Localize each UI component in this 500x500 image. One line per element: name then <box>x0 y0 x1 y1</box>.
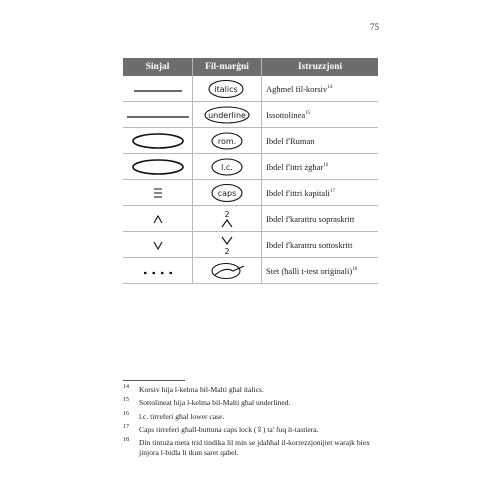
dotted-underline-icon <box>138 264 178 278</box>
instruction-cell: Stet (ħalli t-test oriġinali)$^{18}$ <box>262 258 379 284</box>
signal-cell <box>123 258 193 284</box>
footnote <box>123 438 383 459</box>
margin-cell <box>193 180 262 206</box>
underline-margin-mark <box>200 105 254 125</box>
svg-text:caps: caps <box>217 188 237 198</box>
single-underline-icon <box>130 82 186 96</box>
stet-margin-mark <box>202 260 252 282</box>
table-row <box>123 232 378 258</box>
signal-cell <box>123 76 193 102</box>
table-row <box>123 206 378 232</box>
footnote-number: 14 <box>123 384 129 390</box>
svg-text:l.c.: l.c. <box>221 162 233 172</box>
margin-cell <box>193 128 262 154</box>
table-row <box>123 154 378 180</box>
instruction-cell: Ibdel f'karattru sopraskritt <box>262 206 379 232</box>
signal-cell <box>123 154 193 180</box>
instruction-cell: Ibdel f'ittri kapitali$^{17}$ <box>262 180 379 206</box>
footnote-text: Din tintuża meta trid tindika lil min se jdaħħal il-korrezzjonijiet warajk biex jinjora l-bidla li tkun saret qabel. <box>139 438 370 458</box>
subscript-margin-mark <box>217 234 237 256</box>
oval-circle-icon <box>129 132 187 150</box>
footnote-ref[interactable]: 18 <box>352 266 358 272</box>
svg-text:rom.: rom. <box>217 136 237 146</box>
footnote-text: Sottolineat hija l-kelma bil-Malti għal underlined. <box>139 398 291 408</box>
margin-cell <box>193 102 262 128</box>
table-row <box>123 76 378 102</box>
footnote-ref[interactable]: 16 <box>323 162 329 168</box>
long-underline-icon <box>126 108 190 122</box>
footnote-text: Korsiv hija l-kelma bil-Malti għal italics. <box>139 385 264 394</box>
signal-cell <box>123 102 193 128</box>
table-row <box>123 180 378 206</box>
footnote-number: 17 <box>123 423 129 430</box>
instruction-cell: Agħmel fil-korsiv$^{14}$ <box>262 76 379 102</box>
table-row <box>123 128 378 154</box>
margin-cell <box>193 206 262 232</box>
rom-margin-mark <box>202 131 252 151</box>
signal-cell <box>123 232 193 258</box>
instruction-cell: Ibdel f'karattru sottoskritt <box>262 232 379 258</box>
oval-circle-icon <box>129 158 187 176</box>
margin-cell <box>193 154 262 180</box>
signal-cell <box>123 128 193 154</box>
margin-cell <box>193 76 262 102</box>
footnote <box>123 398 383 408</box>
instruction-cell: Issottolinea$^{15}$ <box>262 102 379 128</box>
svg-text:2: 2 <box>224 246 230 256</box>
footnote <box>123 425 383 435</box>
lc-margin-mark <box>202 157 252 177</box>
svg-text:2: 2 <box>224 209 230 219</box>
italics-margin-mark <box>202 79 252 99</box>
instruction-cell: Ibdel f'Ruman <box>262 128 379 154</box>
header-signal: Sinjal <box>123 58 193 76</box>
page-number: 75 <box>370 22 379 32</box>
footnote-divider <box>123 380 185 381</box>
footnote-ref[interactable]: 17 <box>329 188 335 194</box>
table-row <box>123 258 378 284</box>
margin-cell <box>193 232 262 258</box>
footnote <box>123 412 383 422</box>
svg-text:italics: italics <box>214 84 238 94</box>
table-header-row <box>123 58 378 76</box>
header-margin: Fil-marġni <box>193 58 262 76</box>
margin-cell <box>193 258 262 284</box>
footnote-text: Caps tirreferi għall-buttuna caps lock (⇪) ta' fuq it-tastiera. <box>139 424 319 434</box>
footnotes <box>123 385 383 462</box>
proofreading-marks-table <box>123 58 378 284</box>
footnote-number: 18 <box>123 437 129 443</box>
signal-cell <box>123 206 193 232</box>
footnote-number: 16 <box>123 410 129 417</box>
instruction-cell: Ibdel f'ittri żgħar$^{16}$ <box>262 154 379 180</box>
caret-up-icon <box>150 212 166 226</box>
caret-down-icon <box>150 238 166 252</box>
triple-underline-icon <box>148 186 168 200</box>
footnote-ref[interactable]: 14 <box>327 84 333 90</box>
footnote <box>123 385 383 395</box>
superscript-margin-mark <box>217 208 237 230</box>
footnote-ref[interactable]: 15 <box>305 110 311 116</box>
footnote-text: l.c. tirreferi għal lower case. <box>139 411 225 421</box>
header-instruction: Istruzzjoni <box>262 58 379 76</box>
footnote-number: 15 <box>123 397 129 404</box>
svg-text:underline: underline <box>208 110 246 120</box>
table-row <box>123 102 378 128</box>
signal-cell <box>123 180 193 206</box>
caps-margin-mark <box>202 183 252 203</box>
